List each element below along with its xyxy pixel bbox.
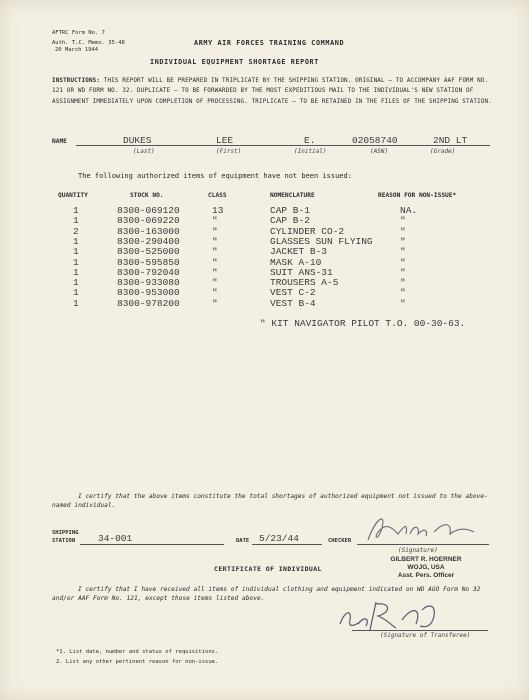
stock-number-cell: 8300-290400 [117,235,180,247]
nomenclature-cell: CYLINDER CO-2 [270,225,345,237]
stock-number-cell: 8300-163000 [117,225,180,237]
quantity-cell: 1 [73,215,79,227]
nomenclature-cell: CAP B-2 [270,215,310,227]
footnote-1: *1. List date, number and status of requisitions. [56,649,219,655]
transferee-line [352,630,488,631]
report-title: INDIVIDUAL EQUIPMENT SHORTAGE REPORT [150,58,319,66]
instructions-text: THIS REPORT WILL BE PREPARED IN TRIPLICATE BY THE SHIPPING STATION. ORIGINAL — TO ACCOMPANY AAF FORM NO. 121 OR WD FORM NO. 32. DUPLICATE — TO BE FORWARDED BY THE MOST EXPEDITIOUS MAIL TO THE INDIVIDUAL'S NEW STATION OF ASSIGNMENT IMMEDIATELY UPON COMPLETION OF PROCESSING. TRIPLICATE — TO BE RETAINED IN THE FILES OF THE SHIPPING STATION. [52,78,492,105]
reason-cell: " [400,277,406,289]
command-title: ARMY AIR FORCES TRAINING COMMAND [194,39,345,47]
initial-value: E. [304,135,316,146]
quantity-cell: 1 [73,205,79,216]
header-stock-no: STOCK NO. [130,192,164,199]
officer-title: Asst. Pers. Officer [397,572,455,579]
certificate-heading: CERTIFICATE OF INDIVIDUAL [214,565,322,573]
class-cell: " [212,297,218,309]
quantity-cell: 1 [73,266,79,278]
date-value: 5/23/44 [259,533,299,544]
form-date: 20 March 1944 [55,47,99,53]
grade-value: 2ND LT [433,135,468,146]
class-cell: " [212,287,218,299]
form-auth: Auth. T.C. Memo. 35-48 [52,40,125,46]
nomenclature-cell: CAP B-1 [270,205,310,216]
table-row [0,298,529,310]
nomenclature-cell: JACKET B-3 [270,246,328,258]
last-label: (Last) [133,148,155,155]
class-cell: " [212,266,218,278]
first-label: (First) [216,148,242,155]
quantity-cell: 2 [73,225,79,237]
checker-label: CHECKER [328,538,352,544]
reason-cell: " [400,297,406,309]
asn-label: (ASN) [370,148,389,155]
class-cell: " [212,256,218,268]
nomenclature-cell: MASK A-10 [270,256,322,268]
certify-shortages: I certify that the above items constitute the total shortages of authorized equipment not issued to the above-named individual. [52,493,488,509]
class-cell: " [212,277,218,289]
stock-number-cell: 8300-069220 [117,215,180,227]
header-nomenclature: NOMENCLATURE [270,192,315,199]
station-label: STATION [52,538,76,544]
instructions [52,76,492,107]
intro-text: The following authorized items of equipment have not been issued: [78,172,352,180]
stock-number-cell: 8300-595850 [117,256,180,268]
station-value: 34-001 [98,533,133,544]
stock-number-cell: 8300-953000 [117,287,180,299]
nomenclature-cell: VEST B-4 [270,297,316,309]
first-name-value: LEE [216,135,234,146]
checker-signature [354,508,484,550]
quantity-cell: 1 [73,287,79,299]
reason-cell: " [400,225,406,237]
transferee-signature [330,598,480,634]
stock-number-cell: 8300-069120 [117,205,180,216]
reason-cell: NA. [400,205,418,216]
reason-cell: " [400,266,406,278]
nomenclature-cell: SUIT ANS-31 [270,266,333,278]
certificate-text: I certify that I have received all items of individual clothing and equipment indicated on WD AGO Form No 32 and/or AAF Form No. 121, except those items listed above. [52,586,481,602]
stock-number-cell: 8300-525000 [117,246,180,258]
grade-label: (Grade) [430,148,456,155]
quantity-cell: 1 [73,297,79,309]
quantity-cell: 1 [73,256,79,268]
officer-stamp [378,556,474,580]
class-cell: " [212,246,218,258]
reason-cell: " [400,287,406,299]
reason-cell: " [400,215,406,227]
shipping-label: SHIPPING [52,530,79,536]
date-line [252,544,322,545]
initial-label: (Initial) [294,148,327,155]
extra-item: " KIT NAVIGATOR PILOT T.O. 00-30-63. [260,318,466,329]
footnote-2: 2. List any other pertinent reason for non-issue. [56,659,219,665]
class-cell: " [212,235,218,247]
reason-cell: " [400,256,406,268]
checker-signature-label: (Signature) [398,547,438,554]
quantity-cell: 1 [73,246,79,258]
reason-cell: " [400,235,406,247]
instructions-label: INSTRUCTIONS: [52,78,101,84]
stock-number-cell: 8300-978200 [117,297,180,309]
date-label: DATE [236,538,250,544]
quantity-cell: 1 [73,277,79,289]
header-quantity: QUANTITY [58,192,88,199]
header-reason: REASON FOR NON-ISSUE* [378,192,457,199]
nomenclature-cell: TROUSERS A-5 [270,277,339,289]
officer-name: GILBERT R. HOERNER [390,556,462,563]
nomenclature-cell: GLASSES SUN FLYING [270,235,373,247]
asn-value: 02058740 [352,135,398,146]
reason-cell: " [400,246,406,258]
officer-org: WOJG, USA [407,564,445,571]
name-label: NAME [52,138,67,145]
stock-number-cell: 8300-933080 [117,277,180,289]
class-cell: " [212,215,218,227]
station-line [80,544,224,545]
stock-number-cell: 8300-792040 [117,266,180,278]
quantity-cell: 1 [73,235,79,247]
class-cell: 13 [212,205,224,216]
last-name-value: DUKES [123,135,152,146]
class-cell: " [212,225,218,237]
form-number: AFTRC Form No. 7 [52,30,105,36]
transferee-label: (Signature of Transferee) [380,632,471,639]
nomenclature-cell: VEST C-2 [270,287,316,299]
header-class: CLASS [208,192,227,199]
